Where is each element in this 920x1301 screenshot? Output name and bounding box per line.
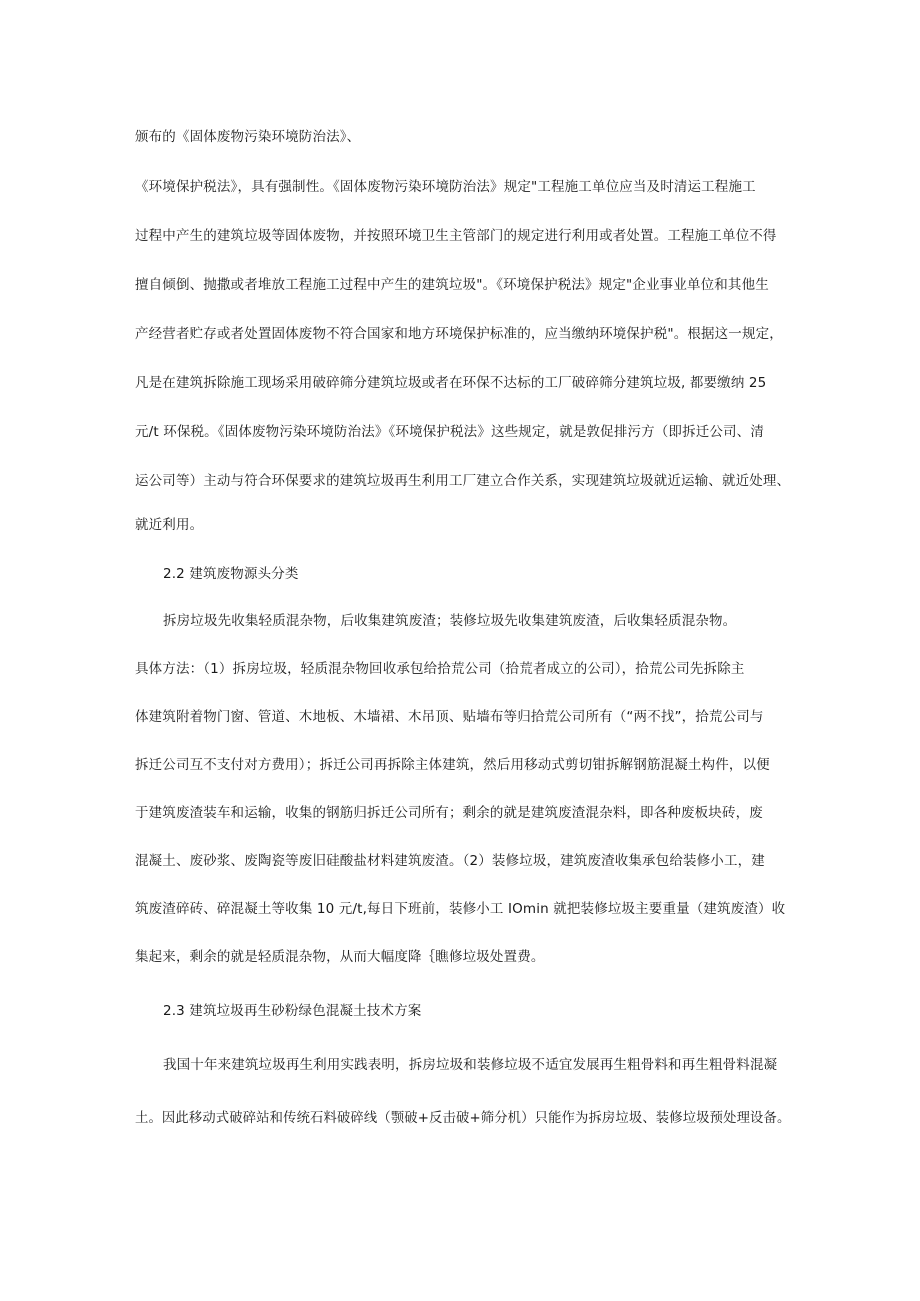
- paragraph-first-line: 拆房垃圾先收集轻质混杂物，后收集建筑废渣；装修垃圾先收集建筑废渣，后收集轻质混杂物。: [163, 613, 737, 629]
- section-heading: 2.3 建筑垃圾再生砂粉绿色混凝土技术方案: [163, 1003, 422, 1019]
- text-line: 具体方法：（1）拆房垃圾，轻质混杂物回收承包给拾荒公司（拾荒者成立的公司），拾荒公司先拆除主: [135, 661, 745, 677]
- paragraph-first-line: 我国十年来建筑垃圾再生利用实践表明，拆房垃圾和装修垃圾不适宜发展再生粗骨料和再生粗骨料混凝: [163, 1057, 778, 1073]
- text-line: 混凝土、废砂浆、废陶瓷等废旧硅酸盐材料建筑废渣。（2）装修垃圾，建筑废渣收集承包给装修小工，建: [135, 853, 765, 869]
- text-line: 元/t 环保税。《固体废物污染环境防治法》《环境保护税法》这些规定，就是敦促排污方（即拆迁公司、清: [135, 424, 764, 440]
- text-line: 体建筑附着物门窗、管道、木地板、木墙裙、木吊顶、贴墙布等归拾荒公司所有（“两不找”，拾荒公司与: [135, 709, 764, 725]
- text-line: 筑废渣碎砖、碎混凝土等收集 10 元/t,每日下班前，装修小工 IOmin 就把装修垃圾主要重量（建筑废渣）收: [135, 901, 786, 917]
- text-line: 拆迁公司互不支付对方费用）；拆迁公司再拆除主体建筑，然后用移动式剪切钳拆解钢筋混凝土构件，以便: [135, 757, 770, 773]
- text-line: 集起来，剩余的就是轻质混杂物，从而大幅度降｛瞧修垃圾处置费。: [135, 949, 545, 965]
- text-line: 就近利用。: [135, 517, 204, 533]
- text-line: 产经营者贮存或者处置固体废物不符合国家和地方环境保护标准的，应当缴纳环境保护税"。根据这一规定，: [135, 326, 783, 342]
- text-line: 过程中产生的建筑垃圾等固体废物，并按照环境卫生主管部门的规定进行利用或者处置。工程施工单位不得: [135, 228, 777, 244]
- text-line: 土。因此移动式破碎站和传统石料破碎线（颚破+反击破+筛分机）只能作为拆房垃圾、装修垃圾预处理设备。: [135, 1110, 791, 1126]
- text-line: 颁布的《固体废物污染环境防治法》、: [135, 129, 361, 145]
- text-line: 于建筑废渣装车和运输，收集的钢筋归拆迁公司所有；剩余的就是建筑废渣混杂料，即各种废板块砖，废: [135, 805, 763, 821]
- text-line: 《环境保护税法》，具有强制性。《固体废物污染环境防治法》规定"工程施工单位应当及时清运工程施工: [135, 179, 756, 195]
- text-line: 凡是在建筑拆除施工现场采用破碎筛分建筑垃圾或者在环保不达标的工厂破碎筛分建筑垃圾, 都要缴纳 25: [135, 375, 767, 391]
- section-heading: 2.2 建筑废物源头分类: [163, 566, 299, 582]
- text-line: 擅自倾倒、抛撒或者堆放工程施工过程中产生的建筑垃圾"。《环境保护税法》规定"企业事业单位和其他生: [135, 277, 769, 293]
- text-line: 运公司等）主动与符合环保要求的建筑垃圾再生利用工厂建立合作关系，实现建筑垃圾就近运输、就近处理、: [135, 473, 791, 489]
